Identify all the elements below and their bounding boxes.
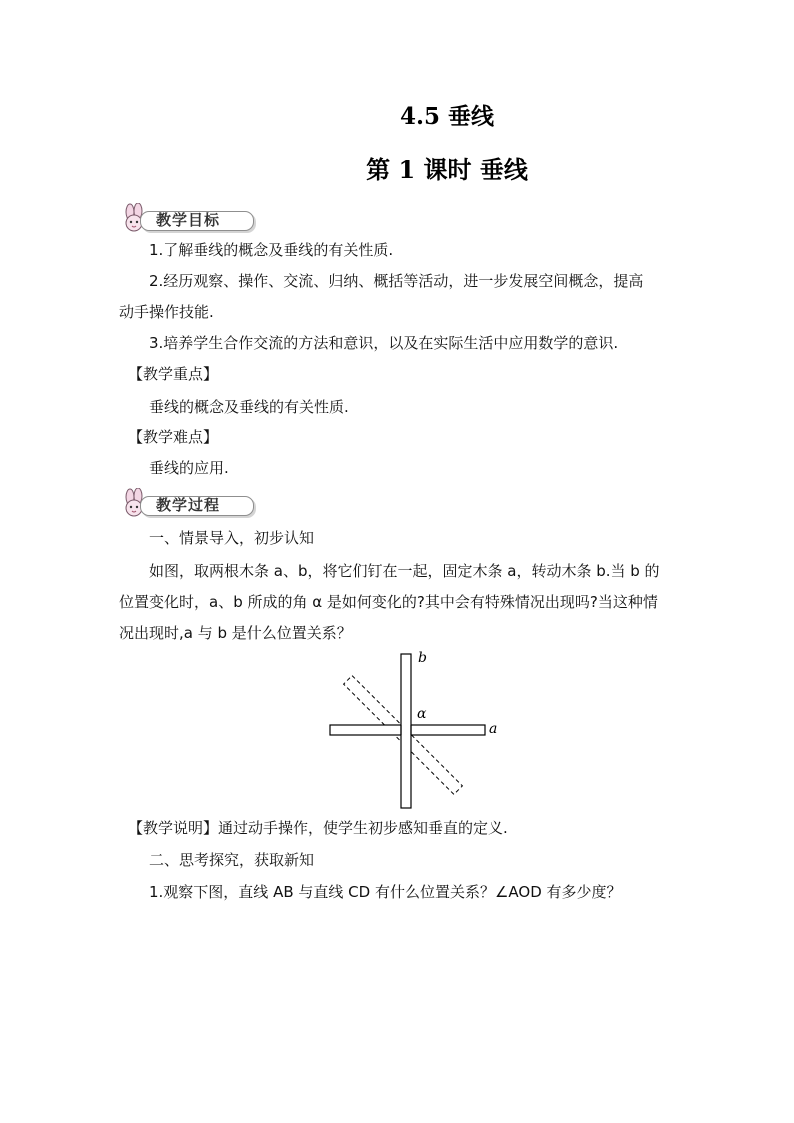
section-badge-objectives (118, 203, 258, 233)
teaching-note: 【教学说明】通过动手操作，使学生初步感知垂直的定义. (128, 819, 508, 837)
label-a: a (489, 721, 498, 737)
section-badge-process (118, 488, 258, 518)
objective-2-cont: 动手操作技能. (119, 303, 214, 321)
label-alpha: α (417, 706, 427, 722)
part2-heading: 二、思考探究，获取新知 (149, 851, 315, 869)
part1-heading: 一、情景导入，初步认知 (149, 529, 315, 547)
difficulty-text: 垂线的应用. (149, 459, 229, 477)
badge-label: 教学过程 (156, 496, 221, 514)
part1-line-1: 如图，取两根木条 a、b，将它们钉在一起，固定木条 a，转动木条 b.当 b 的 (149, 562, 660, 580)
objective-3: 3.培养学生合作交流的方法和意识，以及在实际生活中应用数学的意识. (149, 334, 619, 352)
wooden-strips-figure (320, 648, 510, 817)
key-heading: 【教学重点】 (128, 365, 219, 383)
badge-label: 教学目标 (156, 211, 221, 229)
objective-1: 1.了解垂线的概念及垂线的有关性质. (149, 241, 394, 259)
page-title: 4.5 垂线 (399, 103, 495, 130)
difficulty-heading: 【教学难点】 (128, 428, 219, 446)
key-text: 垂线的概念及垂线的有关性质. (149, 398, 349, 416)
page-subtitle: 第 1 课时 垂线 (366, 155, 528, 184)
strip-b (401, 654, 411, 808)
part1-line-2: 位置变化时，a、b 所成的角 α 是如何变化的?其中会有特殊情况出现吗?当这种情 (119, 593, 658, 611)
part2-line: 1.观察下图，直线 AB 与直线 CD 有什么位置关系？∠AOD 有多少度？ (149, 883, 622, 901)
label-b: b (418, 650, 427, 666)
objective-2: 2.经历观察、操作、交流、归纳、概括等活动，进一步发展空间概念，提高 (149, 272, 644, 290)
strips-diagram (320, 648, 510, 813)
part1-line-3: 况出现时,a 与 b 是什么位置关系？ (119, 624, 352, 642)
